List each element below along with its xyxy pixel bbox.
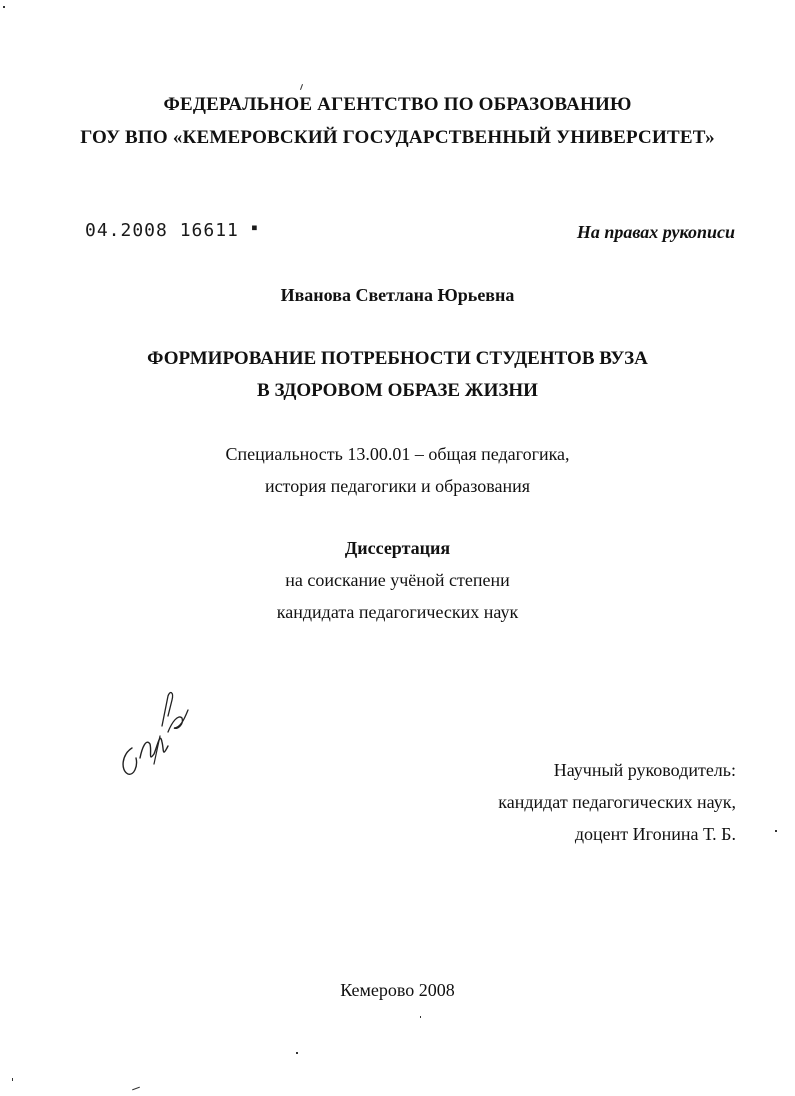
scan-speck [3, 6, 5, 8]
specialty-line1: Специальность 13.00.01 – общая педагогика, [225, 444, 570, 464]
registration-stamp [85, 220, 259, 241]
degree-line2: кандидата педагогических наук [276, 602, 519, 622]
scan-speck [300, 84, 303, 90]
agency-heading: ФЕДЕРАЛЬНОЕ АГЕНТСТВО ПО ОБРАЗОВАНИЮ [163, 94, 632, 115]
dissertation-title-line2: В ЗДОРОВОМ ОБРАЗЕ ЖИЗНИ [257, 380, 538, 401]
specialty-line2: история педагогики и образования [264, 476, 531, 496]
stamp-number: 04.2008 16611 [85, 220, 239, 241]
dissertation-heading: Диссертация [344, 538, 451, 558]
city-year: Кемерово 2008 [340, 980, 455, 1000]
handwritten-signature-icon [110, 686, 200, 786]
dissertation-title-line1: ФОРМИРОВАНИЕ ПОТРЕБНОСТИ СТУДЕНТОВ ВУЗА [147, 348, 648, 369]
scan-speck [420, 1016, 421, 1018]
manuscript-note: На правах рукописи [576, 222, 735, 242]
scan-speck [296, 1052, 298, 1054]
supervisor-label: Научный руководитель: [553, 760, 736, 780]
supervisor-degree: кандидат педагогических наук, [498, 792, 736, 812]
university-heading: ГОУ ВПО «КЕМЕРОВСКИЙ ГОСУДАРСТВЕННЫЙ УНИВЕРСИТЕТ» [80, 127, 715, 148]
author-name: Иванова Светлана Юрьевна [280, 285, 515, 305]
scan-speck [132, 1087, 140, 1091]
scan-speck [775, 830, 777, 832]
supervisor-name: доцент Игонина Т. Б. [574, 824, 736, 844]
stamp-mark-icon: ▪ [250, 220, 259, 234]
scan-speck [12, 1078, 13, 1081]
degree-line1: на соискание учёной степени [285, 570, 510, 590]
